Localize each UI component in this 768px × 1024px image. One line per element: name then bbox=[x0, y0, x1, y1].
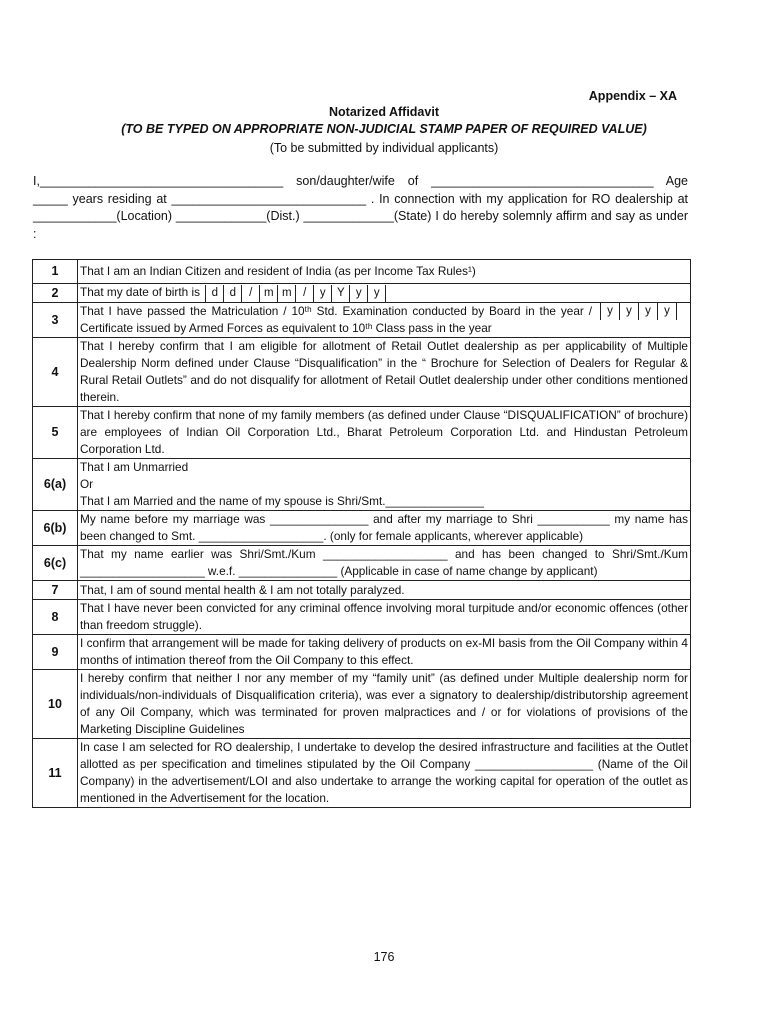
dob-box: / bbox=[295, 285, 313, 302]
year-box[interactable]: y bbox=[619, 303, 638, 320]
appendix-label: Appendix – XA bbox=[588, 89, 677, 103]
dob-boxes[interactable] bbox=[205, 285, 386, 302]
table-row bbox=[33, 260, 691, 284]
row-line: Or bbox=[80, 477, 94, 491]
row-text: That my date of birth is bbox=[80, 285, 200, 300]
dob-box[interactable]: y bbox=[313, 285, 331, 302]
table-row bbox=[33, 635, 691, 670]
table-row bbox=[33, 581, 691, 600]
page-number: 176 bbox=[373, 950, 395, 964]
row-text: That I hereby confirm that none of my family members (as defined under Clause “DISQUALIFICATION” of brochure) are employees of Indian Oil Corporation Ltd., Bharat Petroleum Corporation Ltd. and Hindustan Petroleum Corporation Ltd. bbox=[78, 407, 691, 459]
row-number: 5 bbox=[33, 407, 78, 459]
row-text: That I hereby confirm that I am eligible for allotment of Retail Outlet dealership as per applicability of Multiple Dealership Norm defined under Clause “Disqualification” in the “ Brochure for Selection of Dealers for Regular & Rural Retail Outlets” and do not disqualify for allotment of Retail Outlet dealership under other conditions mentioned therein. bbox=[78, 338, 691, 407]
row-text: That I am an Indian Citizen and resident of India (as per Income Tax Rules¹) bbox=[78, 260, 691, 284]
education-cell bbox=[78, 303, 691, 338]
row-text: That I have passed the Matriculation / 10ᵗʰ Std. Examination conducted by Board in the year / Certificate issued by Armed Forces as equivalent to 10ᵗʰ Class pass in the year bbox=[80, 304, 592, 335]
table-row bbox=[33, 670, 691, 739]
row-text: I hereby confirm that neither I nor any member of my “family unit” (as defined under Multiple dealership norm for individuals/non-individuals of Disqualification criteria), was ever a signatory to dealership/distributorship agreement of any Oil Company, which was terminated for proven malpractices and / or for violations of provisions of the Marketing Discipline Guidelines bbox=[78, 670, 691, 739]
table-row bbox=[33, 284, 691, 303]
row-text: I confirm that arrangement will be made for taking delivery of products on ex-MI basis from the Oil Company within 4 months of intimation thereof from the Oil Company to this effect. bbox=[78, 635, 691, 670]
dob-box[interactable]: m bbox=[277, 285, 295, 302]
dob-cell bbox=[78, 284, 691, 303]
year-box[interactable]: y bbox=[657, 303, 677, 320]
row-number: 6(b) bbox=[33, 511, 78, 546]
document-subtitle: (TO BE TYPED ON APPROPRIATE NON-JUDICIAL STAMP PAPER OF REQUIRED VALUE) bbox=[121, 122, 647, 136]
table-row bbox=[33, 739, 691, 808]
table-row bbox=[33, 511, 691, 546]
row-number: 10 bbox=[33, 670, 78, 739]
row-number: 8 bbox=[33, 600, 78, 635]
row-line: That I am Married and the name of my spouse is Shri/Smt._______________ bbox=[80, 494, 484, 508]
year-box[interactable]: y bbox=[638, 303, 657, 320]
table-row bbox=[33, 407, 691, 459]
row-text: That my name earlier was Shri/Smt./Kum ___________________ and has been changed to Shri/Smt./Kum ___________________ w.e.f. _______________ (Applicable in case of name change by applicant) bbox=[78, 546, 691, 581]
dob-box[interactable]: d bbox=[223, 285, 241, 302]
table-row bbox=[33, 303, 691, 338]
row-text: In case I am selected for RO dealership, I undertake to develop the desired infrastructure and facilities at the Outlet allotted as per specification and timelines stipulated by the Oil Company __________________ (Name of the Oil Company) in the advertisement/LOI and also undertake to arrange the working capital for operation of the outlet as mentioned in the Advertisement for the location. bbox=[78, 739, 691, 808]
row-number: 6(a) bbox=[33, 459, 78, 511]
submission-note: (To be submitted by individual applicants) bbox=[269, 141, 499, 155]
row-number: 3 bbox=[33, 303, 78, 338]
dob-box[interactable]: m bbox=[259, 285, 277, 302]
affidavit-table bbox=[32, 259, 691, 808]
row-text: My name before my marriage was _______________ and after my marriage to Shri ___________ my name has been changed to Smt. ___________________. (only for female applicants, wherever applicable) bbox=[78, 511, 691, 546]
year-box[interactable]: y bbox=[600, 303, 619, 320]
table-row bbox=[33, 546, 691, 581]
intro-paragraph: I,___________________________________ son/daughter/wife of ________________________________ Age _____ years residing at ____________________________ . In connection with my application for RO dealership at ____________(Location) _____________(Dist.) _____________(State) I do hereby solemnly affirm and say as under : bbox=[33, 174, 688, 241]
table-row bbox=[33, 600, 691, 635]
row-text: That, I am of sound mental health & I am not totally paralyzed. bbox=[78, 581, 691, 600]
document-title: Notarized Affidavit bbox=[329, 105, 439, 119]
row-number: 2 bbox=[33, 284, 78, 303]
row-text: That I have never been convicted for any criminal offence involving moral turpitude and/or economic offences (other than freedom struggle). bbox=[78, 600, 691, 635]
dob-box[interactable]: Y bbox=[331, 285, 349, 302]
row-number: 6(c) bbox=[33, 546, 78, 581]
dob-box[interactable]: d bbox=[205, 285, 223, 302]
row-number: 7 bbox=[33, 581, 78, 600]
row-number: 9 bbox=[33, 635, 78, 670]
row-line: That I am Unmarried bbox=[80, 460, 189, 474]
year-boxes[interactable] bbox=[600, 303, 688, 320]
dob-box[interactable]: y bbox=[367, 285, 386, 302]
dob-box[interactable]: y bbox=[349, 285, 367, 302]
row-number: 4 bbox=[33, 338, 78, 407]
table-row bbox=[33, 459, 691, 511]
dob-box: / bbox=[241, 285, 259, 302]
marital-status-cell bbox=[78, 459, 691, 511]
table-row bbox=[33, 338, 691, 407]
row-number: 11 bbox=[33, 739, 78, 808]
row-number: 1 bbox=[33, 260, 78, 284]
